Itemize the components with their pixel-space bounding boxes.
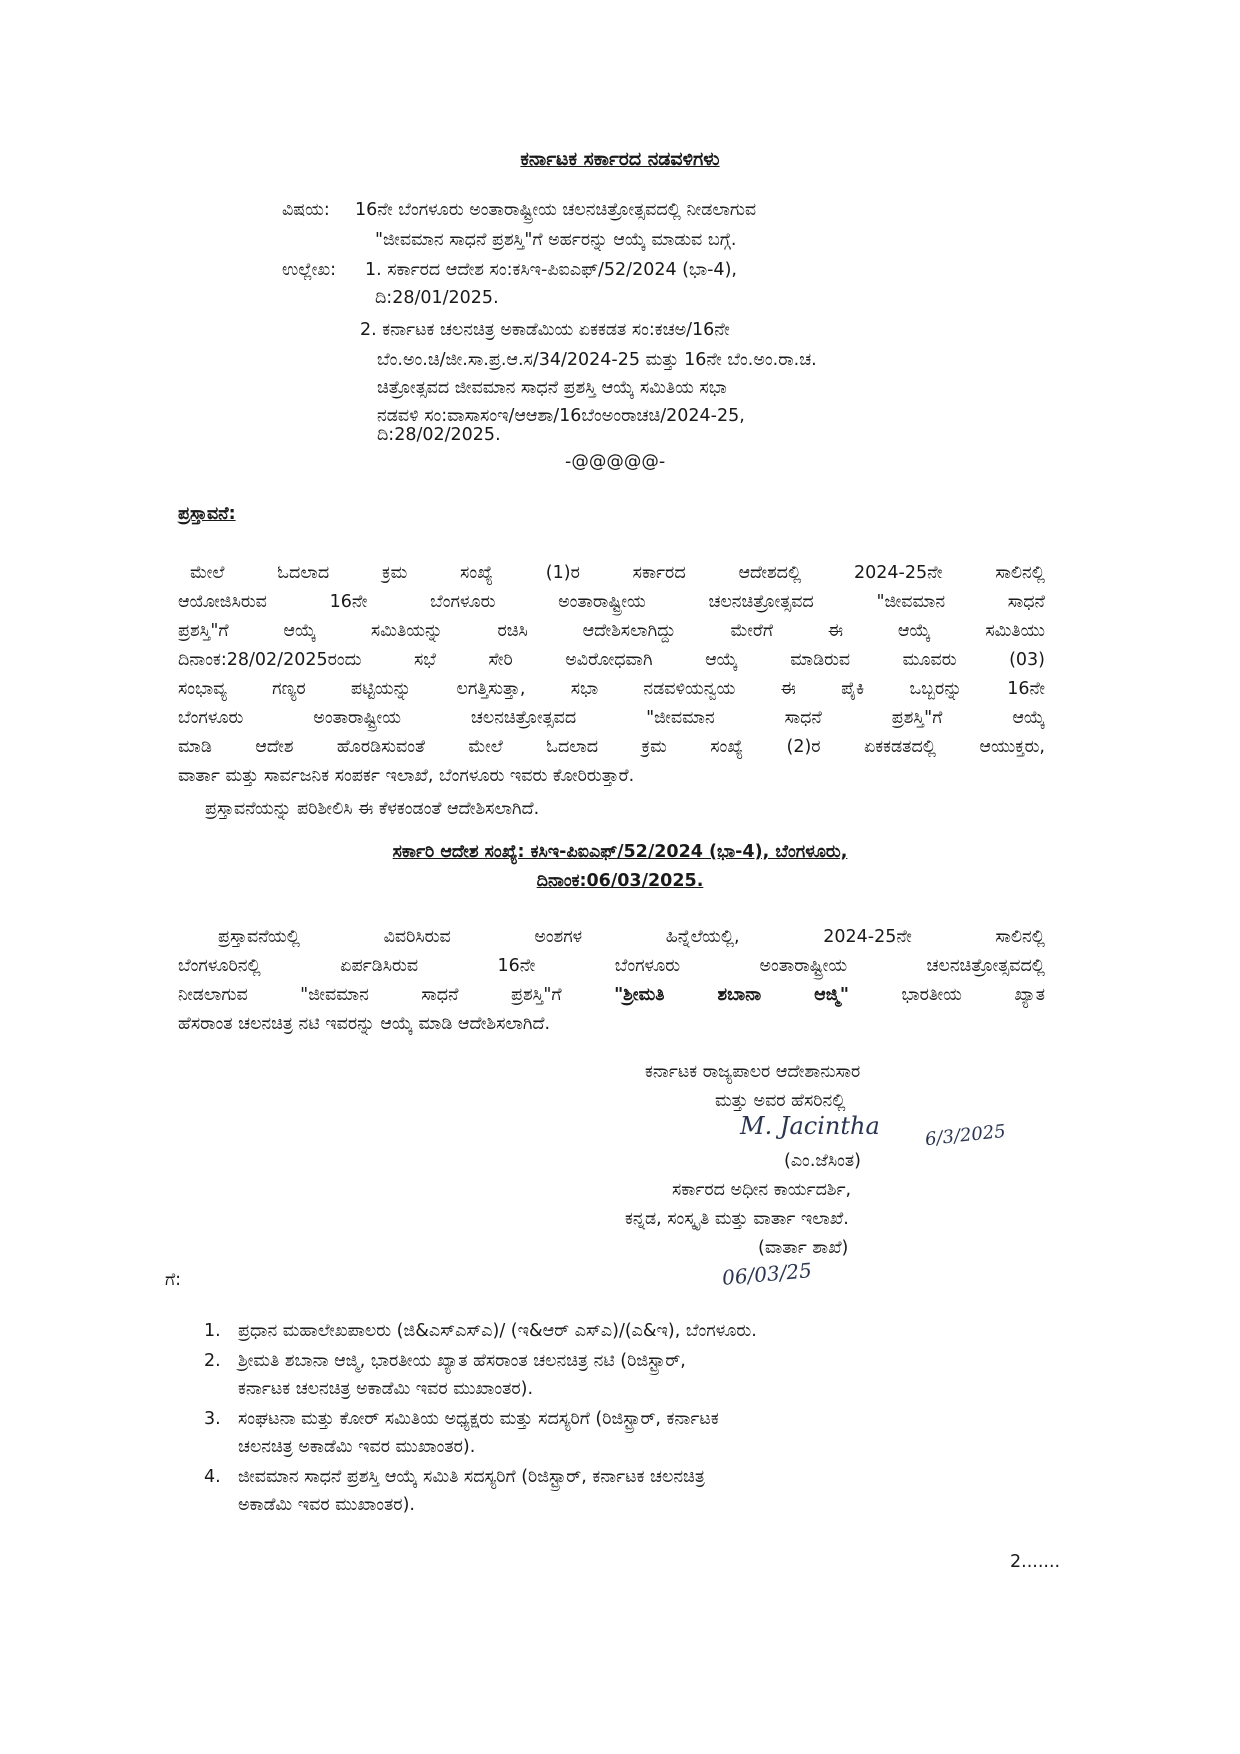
subject-line-1: 16ನೇ ಬೆಂಗಳೂರು ಅಂತಾರಾಷ್ಟ್ರೀಯ ಚಲನಚಿತ್ರೋತ್ಸವದಲ್ಲಿ ನೀಡಲಾಗುವ — [355, 200, 757, 220]
reference-2-line-5: ದಿ:28/02/2025. — [377, 425, 501, 445]
reference-2-line-2: ಬೆಂ.ಅಂ.ಚಿ/ಜೀ.ಸಾ.ಪ್ರ.ಆ.ಸ/34/2024-25 ಮತ್ತು 16ನೇ ಬೆಂ.ಅಂ.ರಾ.ಚ. — [377, 350, 817, 370]
preamble-line: ವಾರ್ತಾ ಮತ್ತು ಸಾರ್ವಜನಿಕ ಸಂಪರ್ಕ ಇಲಾಖೆ, ಬೆಂಗಳೂರು ಇವರು ಕೋರಿರುತ್ತಾರೆ. — [178, 766, 635, 786]
separator: -@@@@@- — [565, 452, 666, 472]
reference-1-line-2: ದಿ:28/01/2025. — [375, 288, 499, 308]
signatory-designation: ಸರ್ಕಾರದ ಅಧೀನ ಕಾರ್ಯದರ್ಶಿ, — [672, 1180, 852, 1200]
reference-2-line-3: ಚಿತ್ರೋತ್ಸವದ ಜೀವಮಾನ ಸಾಧನೆ ಪ್ರಶಸ್ತಿ ಆಯ್ಕೆ ಸಮಿತಿಯ ಸಭಾ — [377, 378, 727, 398]
preamble-line: ದಿನಾಂಕ:28/02/2025ರಂದು ಸಭೆ ಸೇರಿ ಅವಿರೋಧವಾಗಿ ಆಯ್ಕೆ ಮಾಡಿರುವ ಮೂವರು (03) — [178, 650, 1045, 670]
list-item-number: 1. — [204, 1321, 221, 1341]
subject-label: ವಿಷಯ: — [282, 200, 330, 220]
page-continuation-marker: 2....... — [1010, 1552, 1061, 1572]
preamble-line: ಆಯೋಜಿಸಿರುವ 16ನೇ ಬೆಂಗಳೂರು ಅಂತಾರಾಷ್ಟ್ರೀಯ ಚಲನಚಿತ್ರೋತ್ಸವದ "ಜೀವಮಾನ ಸಾಧನೆ — [178, 592, 1045, 612]
reference-2-line-1: 2. ಕರ್ನಾಟಕ ಚಲನಚಿತ್ರ ಅಕಾಡೆಮಿಯ ಏಕಕಡತ ಸಂ:ಕಚಅ/16ನೇ — [360, 320, 730, 340]
list-item-text: ಚಲನಚಿತ್ರ ಅಕಾಡೆಮಿ ಇವರ ಮುಖಾಂತರ). — [238, 1437, 476, 1457]
recipients-label: ಗೆ: — [165, 1270, 182, 1290]
list-item — [204, 1463, 1058, 1519]
list-item — [204, 1347, 1058, 1403]
order-line-3-text: ನೀಡಲಾಗುವ "ಜೀವಮಾನ ಸಾಧನೆ ಪ್ರಶಸ್ತಿ"ಗೆ — [178, 985, 615, 1005]
order-heading-line-1: ಸರ್ಕಾರಿ ಆದೇಶ ಸಂಖ್ಯೆ: ಕಸಿಇ-ಪಿಐಎಫ್/52/2024 (ಭಾ-4), ಬೆಂಗಳೂರು, — [392, 842, 848, 862]
list-item-number: 3. — [204, 1409, 221, 1429]
preamble-line: ಮೇಲೆ ಓದಲಾದ ಕ್ರಮ ಸಂಖ್ಯೆ (1)ರ ಸರ್ಕಾರದ ಆದೇಶದಲ್ಲಿ 2024-25ನೇ ಸಾಲಿನಲ್ಲಿ — [190, 563, 1045, 583]
order-line-3 — [178, 981, 1045, 1009]
signatory-name: (ಎಂ.ಜೆಸಿಂತ) — [784, 1151, 861, 1171]
list-item-text: ಪ್ರಧಾನ ಮಹಾಲೇಖಪಾಲರು (ಜಿ&ಎಸ್ಎಸ್ಎ)/ (ಇ&ಆರ್ ಎಸ್ಎ)/(ಎ&ಇ), ಬೆಂಗಳೂರು. — [238, 1321, 757, 1341]
order-line-4: ಹೆಸರಾಂತ ಚಲನಚಿತ್ರ ನಟಿ ಇವರನ್ನು ಆಯ್ಕೆ ಮಾಡಿ ಆದೇಶಿಸಲಾಗಿದೆ. — [178, 1014, 551, 1034]
list-item — [204, 1405, 1058, 1461]
list-item-number: 2. — [204, 1351, 221, 1371]
awardee-name: "ಶ್ರೀಮತಿ ಶಬಾನಾ ಆಜ್ಮಿ" — [614, 985, 849, 1005]
preamble-line: ಮಾಡಿ ಆದೇಶ ಹೊರಡಿಸುವಂತೆ ಮೇಲೆ ಓದಲಾದ ಕ್ರಮ ಸಂಖ್ಯೆ (2)ರ ಏಕಕಡತದಲ್ಲಿ ಆಯುಕ್ತರು, — [178, 737, 1045, 757]
signatory-department: ಕನ್ನಡ, ಸಂಸ್ಕೃತಿ ಮತ್ತು ವಾರ್ತಾ ಇಲಾಖೆ. — [625, 1209, 849, 1229]
reference-1-line-1: 1. ಸರ್ಕಾರದ ಆದೇಶ ಸಂ:ಕಸಿಇ-ಪಿಐಎಫ್/52/2024 (ಭಾ-4), — [365, 260, 737, 280]
list-item-text: ಸಂಘಟನಾ ಮತ್ತು ಕೋರ್ ಸಮಿತಿಯ ಅಧ್ಯಕ್ಷರು ಮತ್ತು ಸದಸ್ಯರಿಗೆ (ರಿಜಿಸ್ಟ್ರಾರ್, ಕರ್ನಾಟಕ — [238, 1409, 719, 1429]
list-item-text: ಅಕಾಡೆಮಿ ಇವರ ಮುಖಾಂತರ). — [238, 1495, 415, 1515]
reference-2-line-4: ನಡವಳಿ ಸಂ:ವಾಸಾಸಂಇ/ಆಆಶಾ/16ಬೆಂಅಂರಾಚಚಿ/2024-25, — [377, 406, 745, 426]
list-item-text: ಶ್ರೀಮತಿ ಶಬಾನಾ ಆಜ್ಮಿ, ಭಾರತೀಯ ಖ್ಯಾತ ಹೆಸರಾಂತ ಚಲನಚಿತ್ರ ನಟಿ (ರಿಜಿಸ್ಟ್ರಾರ್, — [238, 1351, 686, 1371]
list-item — [204, 1317, 1058, 1345]
order-line-2: ಬೆಂಗಳೂರಿನಲ್ಲಿ ಏರ್ಪಡಿಸಿರುವ 16ನೇ ಬೆಂಗಳೂರು ಅಂತಾರಾಷ್ಟ್ರೀಯ ಚಲನಚಿತ್ರೋತ್ಸವದಲ್ಲಿ — [178, 956, 1045, 976]
preamble-closing: ಪ್ರಸ್ತಾವನೆಯನ್ನು ಪರಿಶೀಲಿಸಿ ಈ ಕೆಳಕಂಡಂತೆ ಆದೇಶಿಸಲಾಗಿದೆ. — [205, 799, 540, 819]
order-line-1: ಪ್ರಸ್ತಾವನೆಯಲ್ಲಿ ವಿವರಿಸಿರುವ ಅಂಶಗಳ ಹಿನ್ನೆಲೆಯಲ್ಲಿ, 2024-25ನೇ ಸಾಲಿನಲ್ಲಿ — [218, 927, 1045, 947]
signatory-section: (ವಾರ್ತಾ ಶಾಖೆ) — [758, 1238, 849, 1258]
handwritten-signature: M. Jacintha — [740, 1112, 880, 1140]
subject-line-2: "ಜೀವಮಾನ ಸಾಧನೆ ಪ್ರಶಸ್ತಿ"ಗೆ ಅರ್ಹರನ್ನು ಆಯ್ಕೆ ಮಾಡುವ ಬಗ್ಗೆ. — [375, 230, 737, 250]
reference-label: ಉಲ್ಲೇಖ: — [282, 260, 337, 280]
recipients-list — [204, 1317, 1058, 1519]
preamble-line: ಪ್ರಶಸ್ತಿ"ಗೆ ಆಯ್ಕೆ ಸಮಿತಿಯನ್ನು ರಚಿಸಿ ಆದೇಶಿಸಲಾಗಿದ್ದು ಮೇರೆಗೆ ಈ ಆಯ್ಕೆ ಸಮಿತಿಯು — [178, 621, 1045, 641]
signature-authority-line-2: ಮತ್ತು ಅವರ ಹೆಸರಿನಲ್ಲಿ — [715, 1091, 846, 1111]
list-item-number: 4. — [204, 1467, 221, 1487]
order-line-3-text-end: ಭಾರತೀಯ ಖ್ಯಾತ — [848, 985, 1045, 1005]
order-heading-line-2: ದಿನಾಂಕ:06/03/2025. — [536, 871, 704, 891]
document-title: ಕರ್ನಾಟಕ ಸರ್ಕಾರದ ನಡವಳಿಗಳು — [520, 148, 720, 170]
list-item-text: ಕರ್ನಾಟಕ ಚಲನಚಿತ್ರ ಅಕಾಡೆಮಿ ಇವರ ಮುಖಾಂತರ). — [238, 1379, 534, 1399]
signature-authority-line-1: ಕರ್ನಾಟಕ ರಾಜ್ಯಪಾಲರ ಆದೇಶಾನುಸಾರ — [645, 1062, 861, 1082]
preamble-line: ಸಂಭಾವ್ಯ ಗಣ್ಯರ ಪಟ್ಟಿಯನ್ನು ಲಗತ್ತಿಸುತ್ತಾ, ಸಭಾ ನಡವಳಿಯನ್ವಯ ಈ ಪೈಕಿ ಒಬ್ಬರನ್ನು 16ನೇ — [178, 679, 1045, 699]
preamble-heading: ಪ್ರಸ್ತಾವನೆ: — [178, 504, 236, 524]
initial-date: 06/03/25 — [721, 1258, 813, 1290]
preamble-line: ಬೆಂಗಳೂರು ಅಂತಾರಾಷ್ಟ್ರೀಯ ಚಲನಚಿತ್ರೋತ್ಸವದ "ಜೀವಮಾನ ಸಾಧನೆ ಪ್ರಶಸ್ತಿ"ಗೆ ಆಯ್ಕೆ — [178, 708, 1045, 728]
list-item-text: ಜೀವಮಾನ ಸಾಧನೆ ಪ್ರಶಸ್ತಿ ಆಯ್ಕೆ ಸಮಿತಿ ಸದಸ್ಯರಿಗೆ (ರಿಜಿಸ್ಟ್ರಾರ್, ಕರ್ನಾಟಕ ಚಲನಚಿತ್ರ — [238, 1467, 705, 1487]
signature-date: 6/3/2025 — [924, 1120, 1007, 1151]
